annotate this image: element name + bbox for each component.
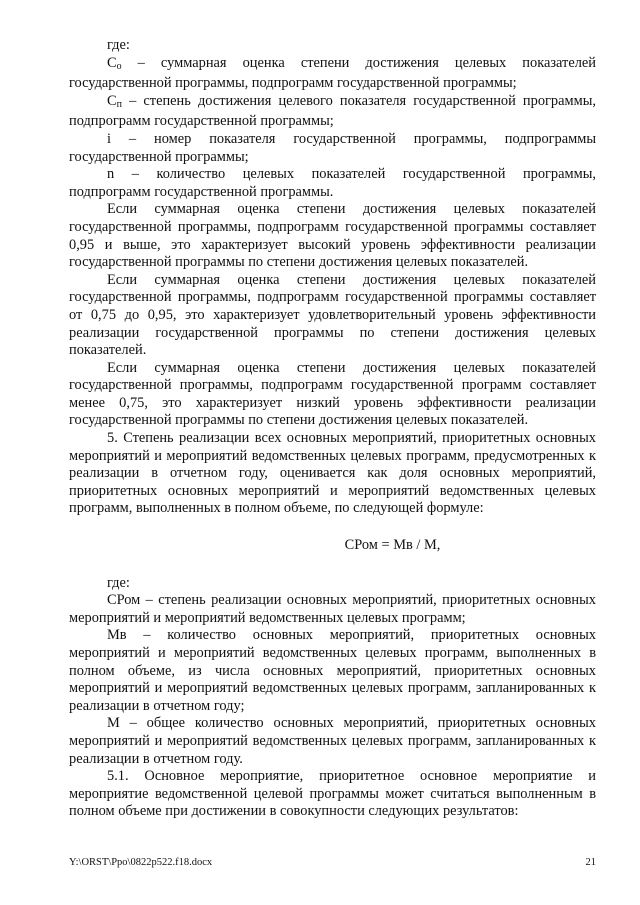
definition-mv: Мв – количество основных мероприятий, приоритетных основных мероприятий и мероприятий ведомственных целевых программ, выполненных в полном объеме, из числа основных мероприятий, приоритетных основных мероприятий и мероприятий ведомственных целевых программ, запланированных к реализации в отчетном году;: [69, 627, 596, 714]
where-label: где:: [107, 37, 130, 53]
definition-co: [69, 55, 596, 93]
definition-i: i – номер показателя государственной программы, подпрограммы государственной программы;: [69, 130, 596, 165]
cp-symbol: C: [107, 92, 117, 109]
paragraph-low-efficiency: Если суммарная оценка степени достижения целевых показателей государственной программы, подпрограмм государственной программ составляет менее 0,75, это характеризует низкий уровень эффективности реализации государственной программы по степени достижения целевых показателей.: [69, 359, 596, 429]
paragraph-high-efficiency: Если суммарная оценка степени достижения целевых показателей государственной программы, подпрограмм государственной программы составляет 0,95 и выше, это характеризует высокий уровень эффективности реализации государственной программы по степени достижения целевых показателей.: [69, 201, 596, 271]
document-body: [69, 37, 596, 821]
definition-n: n – количество целевых показателей государственной программы, подпрограмм государственной программы.: [69, 166, 596, 200]
cp-subscript: п: [116, 98, 122, 110]
paragraph-section-5: 5. Степень реализации всех основных мероприятий, приоритетных основных мероприятий и мероприятий ведомственных целевых программ, предусмотренных к реализации в отчетном году, оценивается как доля основных мероприятий, приоритетных основных мероприятий и мероприятий ведомственных целевых программ, выполненных в полном объеме, по следующей формуле:: [69, 430, 596, 517]
cp-definition-text: – степень достижения целевого показателя государственной программы, подпрограмм государственной программы;: [69, 92, 596, 130]
paragraph-section-5-1: 5.1. Основное мероприятие, приоритетное основное мероприятие и мероприятие ведомственной целевой программы может считаться выполненным в полном объеме при достижении в совокупности следующих результатов:: [69, 768, 596, 820]
page-number: 21: [585, 857, 596, 868]
co-definition-text: – суммарная оценка степени достижения целевых показателей государственной программы, подпрограмм государственной программы;: [69, 54, 596, 92]
definition-srom: СРом – степень реализации основных мероприятий, приоритетных основных мероприятий и мероприятий ведомственных целевых программ;: [69, 592, 596, 626]
definition-m: М – общее количество основных мероприятий, приоритетных основных мероприятий и мероприятий ведомственных целевых программ, запланированных к реализации в отчетном году.: [69, 715, 596, 767]
file-path: Y:\ORST\Ppo\0822p522.f18.docx: [69, 857, 213, 868]
paragraph-satisfactory-efficiency: Если суммарная оценка степени достижения целевых показателей государственной программы, подпрограмм государственной программы составляет от 0,75 до 0,95, это характеризует удовлетворительный уровень эффективности реализации государственной программы по степени достижения целевых показателей.: [69, 271, 596, 359]
co-symbol: C: [107, 54, 117, 71]
where-label: где:: [107, 574, 130, 591]
formula: СРом = Мв / М,: [344, 537, 441, 554]
co-subscript: o: [116, 60, 122, 72]
definition-cp: [69, 93, 596, 131]
